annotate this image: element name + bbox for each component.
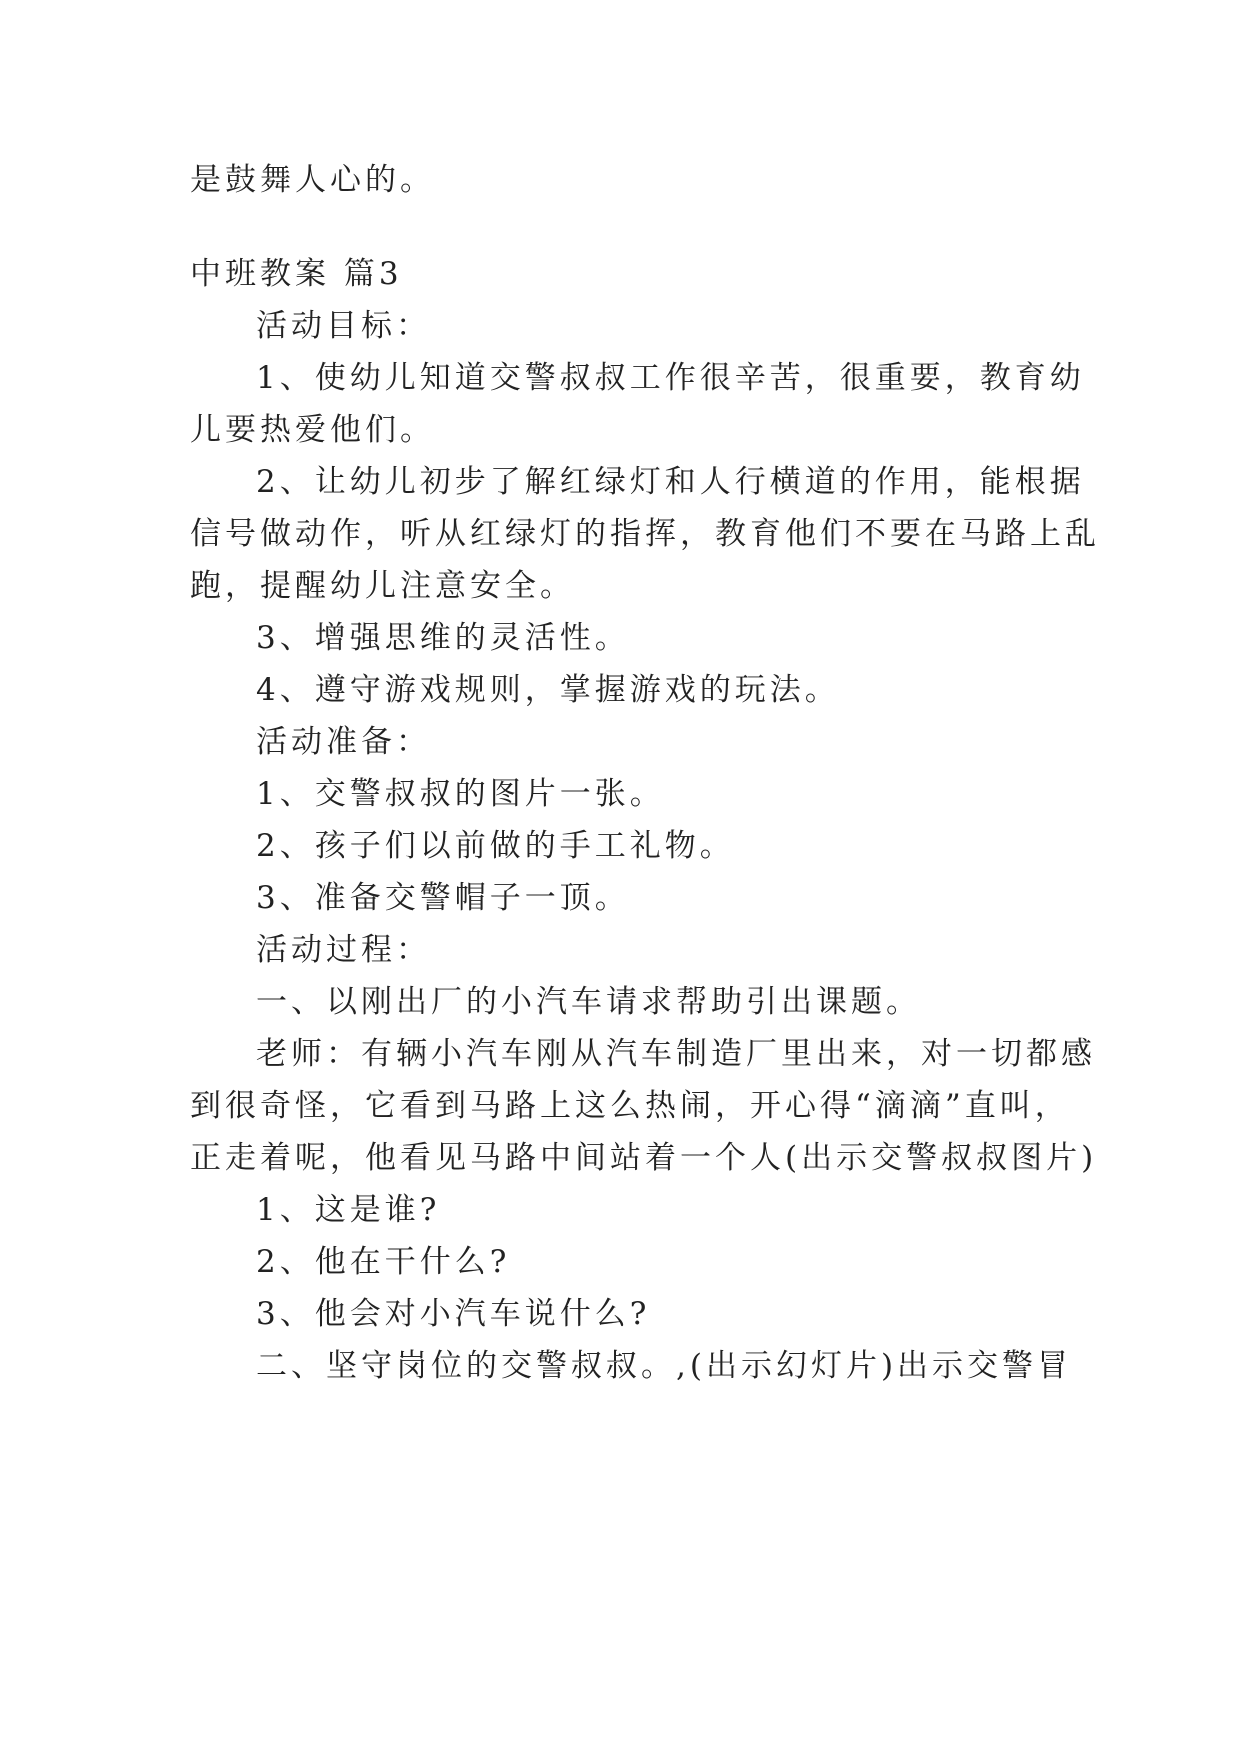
text-line: 儿要热爱他们。 xyxy=(190,412,435,448)
text-line: 1、使幼儿知道交警叔叔工作很辛苦，很重要，教育幼 xyxy=(256,360,1085,396)
text-line: 活动准备： xyxy=(256,724,431,760)
text-line: 2、他在干什么? xyxy=(256,1244,511,1280)
text-line: 2、孩子们以前做的手工礼物。 xyxy=(256,828,735,864)
text-line: 1、交警叔叔的图片一张。 xyxy=(256,776,665,812)
text-line: 4、遵守游戏规则，掌握游戏的玩法。 xyxy=(256,672,840,708)
text-line: 老师：有辆小汽车刚从汽车制造厂里出来，对一切都感 xyxy=(256,1036,1096,1072)
text-line: 是鼓舞人心的。 xyxy=(190,162,435,198)
text-line: 一、以刚出厂的小汽车请求帮助引出课题。 xyxy=(256,984,921,1020)
text-line: 到很奇怪，它看到马路上这么热闹，开心得“滴滴”直叫， xyxy=(190,1088,1070,1124)
text-line: 信号做动作，听从红绿灯的指挥，教育他们不要在马路上乱 xyxy=(190,516,1100,552)
text-line: 3、准备交警帽子一顶。 xyxy=(256,880,630,916)
text-line: 3、他会对小汽车说什么? xyxy=(256,1296,651,1332)
text-line: 1、这是谁? xyxy=(256,1192,441,1228)
text-line: 跑，提醒幼儿注意安全。 xyxy=(190,568,575,604)
text-line: 二、坚守岗位的交警叔叔。,(出示幻灯片)出示交警冒 xyxy=(256,1348,1073,1384)
text-line: 正走着呢，他看见马路中间站着一个人(出示交警叔叔图片) xyxy=(190,1140,1098,1176)
text-line: 3、增强思维的灵活性。 xyxy=(256,620,630,656)
text-line: 2、让幼儿初步了解红绿灯和人行横道的作用，能根据 xyxy=(256,464,1085,500)
text-line: 活动过程： xyxy=(256,932,431,968)
section-heading: 中班教案 篇3 xyxy=(190,256,403,292)
text-line: 活动目标： xyxy=(256,308,431,344)
